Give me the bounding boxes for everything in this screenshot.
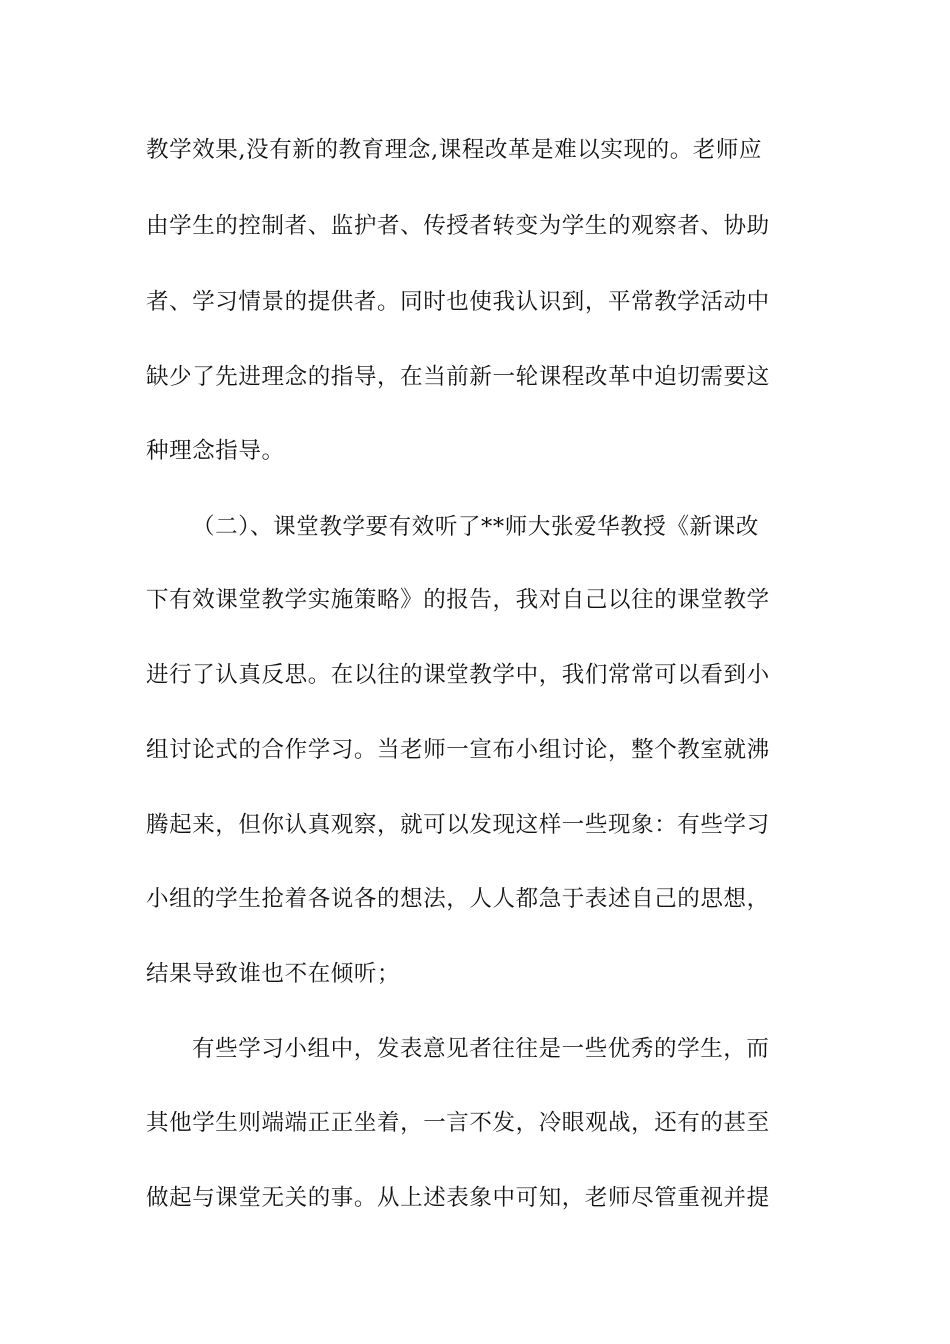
paragraph-1-line-3: 者、学习情景的提供者。同时也使我认识到，平常教学活动中: [146, 289, 770, 315]
paragraph-3-line-1: 有些学习小组中，发表意见者往往是一些优秀的学生，而: [192, 1036, 770, 1062]
paragraph-3-line-3: 做起与课堂无关的事。从上述表象中可知，老师尽管重视并提: [146, 1185, 770, 1211]
paragraph-2-line-5: 腾起来，但你认真观察，就可以发现这样一些现象：有些学习: [146, 812, 770, 838]
paragraph-1-line-5: 种理念指导。: [146, 438, 285, 464]
paragraph-2-line-1: （二）、课堂教学要有效听了**师大张爱华教授《新课改: [192, 514, 759, 540]
paragraph-2-line-2: 下有效课堂教学实施策略》的报告，我对自己以往的课堂教学: [146, 587, 770, 613]
paragraph-1-line-1: 教学效果,没有新的教育理念,课程改革是难以实现的。老师应: [146, 137, 763, 163]
paragraph-1-line-4: 缺少了先进理念的指导，在当前新一轮课程改革中迫切需要这: [146, 364, 770, 390]
paragraph-2-line-7: 结果导致谁也不在倾听；: [146, 961, 401, 987]
paragraph-3-line-2: 其他学生则端端正正坐着，一言不发，冷眼观战，还有的甚至: [146, 1110, 770, 1136]
paragraph-1-line-2: 由学生的控制者、监护者、传授者转变为学生的观察者、协助: [146, 213, 770, 239]
paragraph-2-line-6: 小组的学生抢着各说各的想法，人人都急于表述自己的思想，: [146, 886, 770, 912]
paragraph-2-line-4: 组讨论式的合作学习。当老师一宣布小组讨论，整个教室就沸: [146, 737, 770, 763]
paragraph-2-line-3: 进行了认真反思。在以往的课堂教学中，我们常常可以看到小: [146, 662, 770, 688]
